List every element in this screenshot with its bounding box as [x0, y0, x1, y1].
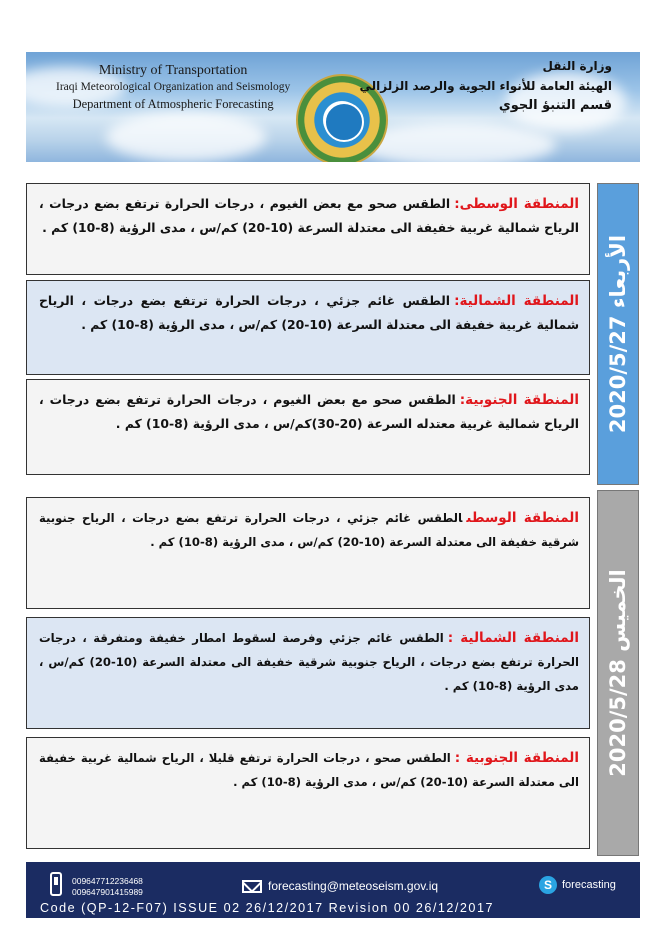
department-name-en: Department of Atmospheric Forecasting: [72, 97, 274, 111]
arabic-title: [360, 56, 612, 116]
document-code: Code (QP-12-F07) ISSUE 02 26/12/2017 Revision 00 26/12/2017: [40, 901, 494, 915]
region-name: المنطقة الجنوبية :: [454, 750, 579, 766]
region-name: المنطقة الجنوبية:: [459, 392, 579, 408]
english-title: [56, 62, 290, 113]
day-label-wednesday: [597, 183, 639, 485]
day-label-text: الخميس 2020/5/28: [606, 569, 630, 777]
forecast-block-day2-south: [26, 737, 590, 849]
region-name: المنطقة الوسطى: [466, 510, 580, 526]
department-name-ar: قسم التنبؤ الجوي: [498, 98, 612, 113]
forecast-block-day2-central: [26, 497, 590, 609]
email-link[interactable]: forecasting@meteoseism.gov.iq: [268, 879, 439, 893]
ministry-name-en: Ministry of Transportation: [98, 63, 248, 78]
phone-number: 009647712236468: [72, 876, 143, 886]
region-forecast-text: الطقس غائم جزئي وفرصة لسقوط امطار خفيفة ومتفرقة ، درجات الحرارة ترتفع بضع درجات ، الرياح جنوبية شرقية خفيفة الى معتدلة السرعة (10-20) كم/س ، مدى الرؤية (8-10) كم .: [39, 631, 580, 693]
region-forecast-text: الطقس صحو مع بعض الغيوم ، درجات الحرارة ترتفع بضع درجات ، الرياح شمالية غربية خفيفة الى معتدلة السرعة (10-20) كم/س ، مدى الرؤية (8-10) كم .: [39, 196, 579, 235]
skype-label[interactable]: forecasting: [562, 879, 616, 891]
email-icon: [242, 880, 262, 893]
organization-name-en: Iraqi Meteorological Organization and Seismology: [56, 81, 291, 93]
forecast-block-day1-south: [26, 379, 590, 475]
phone-number: 009647901415989: [72, 887, 143, 897]
forecast-block-day2-north: [26, 617, 590, 729]
region-forecast-text: الطقس صحو مع بعض الغيوم ، درجات الحرارة ترتفع بضع درجات ، الرياح شمالية غربية معتدله السرعة (20-30)كم/س ، مدى الرؤية (8-10) كم .: [39, 392, 579, 431]
region-name: المنطقة الشمالية:: [454, 293, 579, 309]
organization-name-ar: الهيئة العامة للأنواء الجوية والرصد الزلزالي: [359, 79, 612, 93]
region-forecast-text: الطقس غائم جزئي ، درجات الحرارة ترتفع بضع درجات ، الرياح جنوبية شرقية خفيفة الى معتدلة السرعة (10-20) كم/س ، مدى الرؤية (8-10) كم .: [39, 511, 579, 549]
forecast-block-day1-north: [26, 280, 590, 375]
skype-icon: S: [539, 876, 557, 894]
header-banner: [26, 52, 640, 162]
phone-numbers: [72, 876, 143, 898]
ministry-name-ar: وزارة النقل: [542, 59, 612, 73]
region-forecast-text: الطقس صحو ، درجات الحرارة ترتفع قليلا ، الرياح شمالية غربية خفيفة الى معتدلة السرعة (10-20) كم/س ، مدى الرؤية (8-10) كم .: [39, 751, 579, 789]
forecast-block-day1-central: [26, 183, 590, 275]
region-name: المنطقة الوسطى:: [454, 196, 580, 212]
day-label-text: الأربعاء 2020/5/27: [606, 234, 631, 434]
region-name: المنطقة الشمالية :: [447, 630, 579, 646]
footer-bar: [26, 862, 640, 918]
phone-icon: [50, 872, 62, 896]
region-forecast-text: الطقس غائم جزئي ، درجات الحرارة ترتفع بضع درجات ، الرياح شمالية غربية خفيفة الى معتدلة السرعة (10-20) كم/س ، مدى الرؤية (8-10) كم .: [39, 293, 579, 332]
day-label-thursday: [597, 490, 639, 856]
